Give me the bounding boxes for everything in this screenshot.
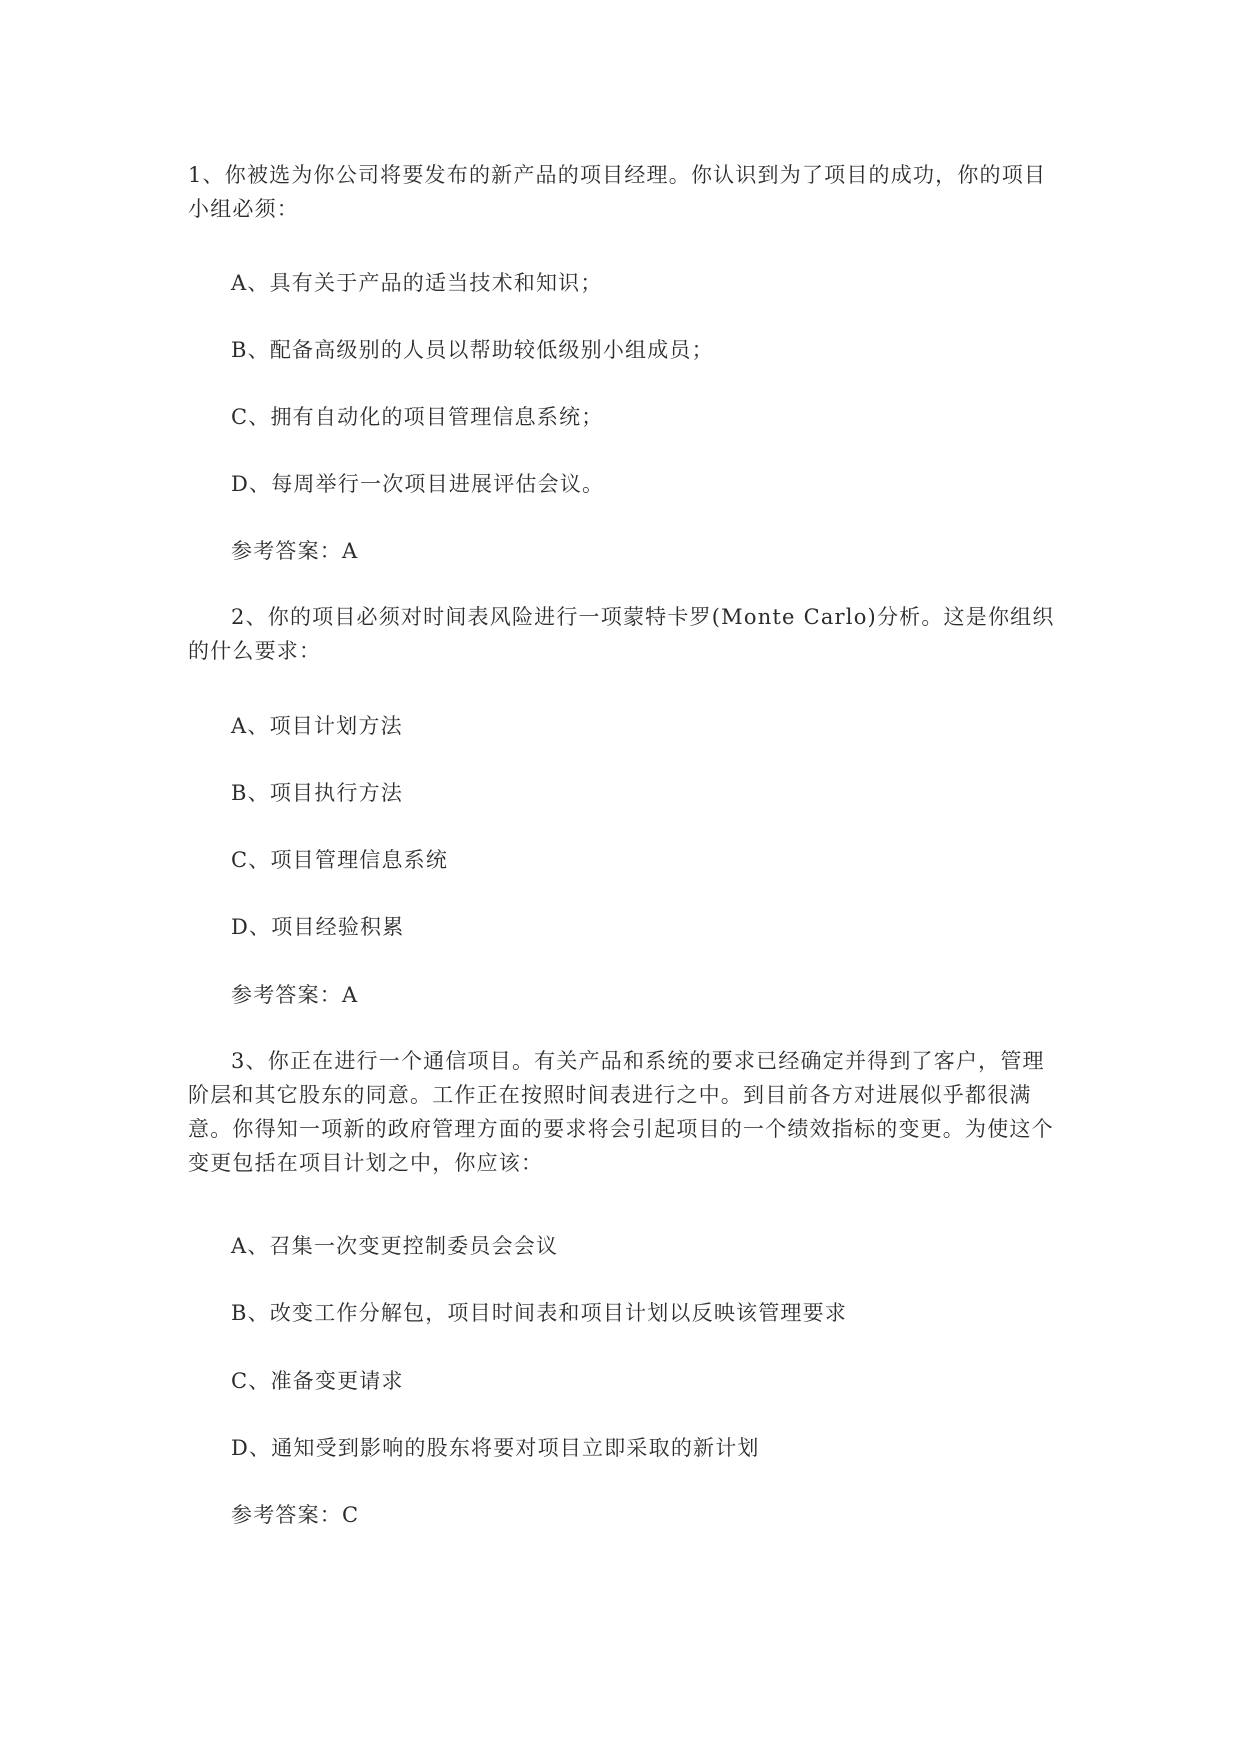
question-2-option-c: C、项目管理信息系统 (231, 848, 449, 872)
question-1-option-d: D、每周举行一次项目进展评估会议。 (231, 472, 605, 496)
question-1-option-b: B、配备高级别的人员以帮助较低级别小组成员； (231, 338, 714, 362)
question-1-option-c: C、拥有自动化的项目管理信息系统； (231, 405, 604, 429)
question-3-option-d: D、通知受到影响的股东将要对项目立即采取的新计划 (231, 1436, 760, 1460)
question-2-text: 2、你的项目必须对时间表风险进行一项蒙特卡罗(Monte Carlo)分析。这是你组织的什么要求： (188, 605, 1055, 663)
question-2-answer: 参考答案：A (231, 983, 359, 1007)
question-3-option-c: C、准备变更请求 (231, 1369, 404, 1393)
question-3-text: 3、你正在进行一个通信项目。有关产品和系统的要求已经确定并得到了客户，管理阶层和其它股东的同意。工作正在按照时间表进行之中。到目前各方对进展似乎都很满意。你得知一项新的政府管理方面的要求将会引起项目的一个绩效指标的变更。为使这个变更包括在项目计划之中，你应该： (188, 1049, 1054, 1175)
question-3-option-b: B、改变工作分解包，项目时间表和项目计划以反映该管理要求 (231, 1301, 848, 1325)
question-3-answer: 参考答案：C (231, 1503, 360, 1527)
question-1-answer: 参考答案：A (231, 539, 359, 563)
question-2-option-d: D、项目经验积累 (231, 915, 405, 939)
question-2-option-a: A、项目计划方法 (231, 714, 403, 738)
question-1-option-a: A、具有关于产品的适当技术和知识； (231, 271, 603, 295)
question-1-text: 1、你被选为你公司将要发布的新产品的项目经理。你认识到为了项目的成功，你的项目小组必须： (188, 163, 1047, 221)
question-3-option-a: A、召集一次变更控制委员会会议 (231, 1234, 559, 1258)
question-2-option-b: B、项目执行方法 (231, 781, 404, 805)
